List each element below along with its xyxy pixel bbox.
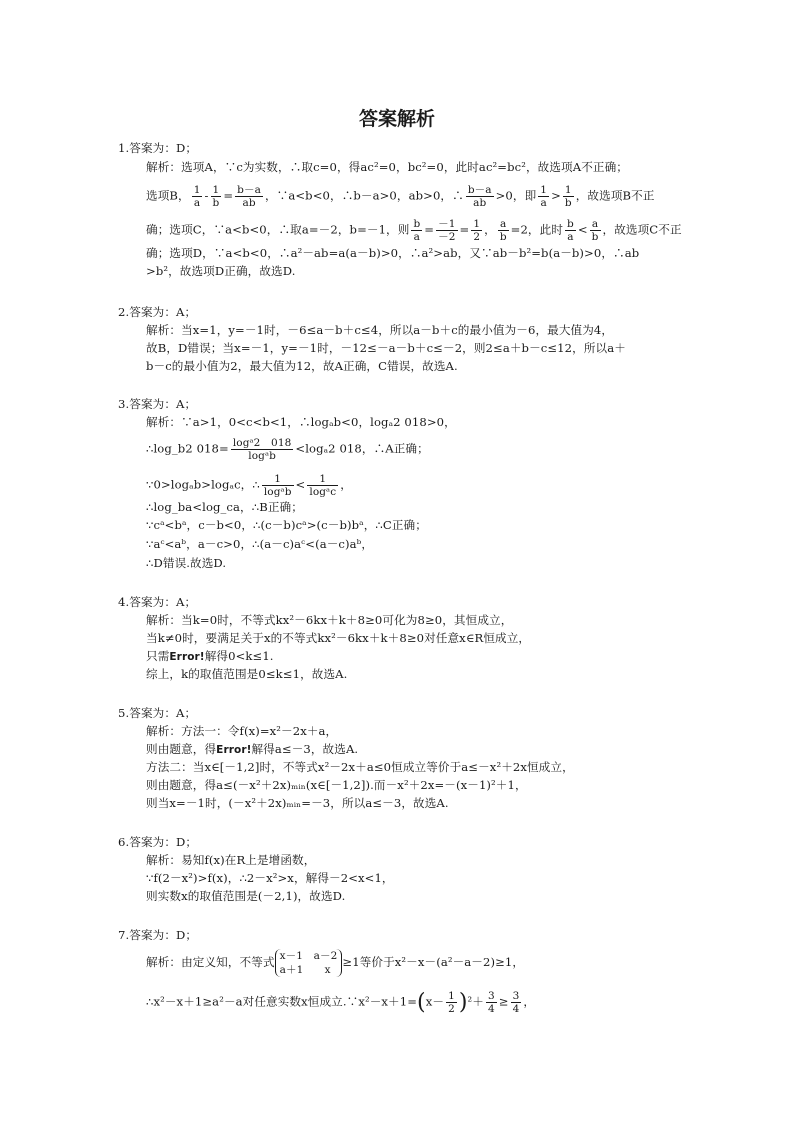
q4-line-4: 综上，k的取值范围是0≤k≤1，故选A. bbox=[146, 667, 348, 681]
q5-line-1: 解析：方法一：令f(x)=x²－2x＋a， bbox=[146, 724, 338, 738]
fraction: $\frac{1}{2}$ bbox=[448, 990, 455, 1015]
q3-line-4: ∴log_ba<log_ca，∴B正确； bbox=[146, 500, 303, 514]
q4-answer: 4.答案为：A； bbox=[118, 595, 197, 609]
q1-line-2: 选项B， $\frac{1}{a}$ - $\frac{1}{b}$ = $\frac{b-a}{ab}$ ，∵a<b<0，∴b－a>0，ab>0，∴ $\frac{b-a}{ab}$ >0，即 $\frac{1}{a}$ > $\frac{1}{b}$ ，故选项B不正 bbox=[146, 184, 655, 209]
q6-line-1: 解析：易知f(x)在R上是增函数， bbox=[146, 853, 316, 867]
fraction: $\frac{-1}{-2}$ bbox=[438, 218, 456, 243]
fraction: $\frac{3}{4}$ bbox=[487, 990, 495, 1015]
q7-line-1: 解析：由定义知，不等式 x－1 a－2 a＋1 x≥1等价于x²－x－(a²－a－2)≥1， bbox=[146, 950, 525, 976]
q5-line-3: 方法二：当x∈[－1,2]时，不等式x²－2x＋a≤0恒成立等价于a≤－x²＋2x恒成立， bbox=[146, 760, 574, 774]
fraction: $\frac{1}{\text{logᵃc}}$ bbox=[309, 473, 337, 498]
fraction: $\frac{1}{b}$ bbox=[564, 184, 572, 209]
fraction: $\frac{\text{logᵃ2 018}}{\text{logᵃb}}$ bbox=[232, 437, 292, 462]
fraction: $\frac{a}{b}$ bbox=[591, 218, 599, 243]
q3-line-1: 解析：∵a>1，0<c<b<1，∴logₐb<0，logₐ2 018>0， bbox=[146, 415, 456, 429]
fraction: $\frac{b-a}{ab}$ bbox=[467, 184, 492, 209]
page-title: 答案解析 bbox=[358, 108, 435, 130]
q1-line-3: 确；选项C，∵a<b<0，∴取a=－2，b=－1，则 $\frac{b}{a}$ = $\frac{-1}{-2}$ = $\frac{1}{2}$ ， $\frac{a}{b}$ =2，此时 $\frac{b}{a}$ < $\frac{a}{b}$ ，故选项C不正 bbox=[146, 218, 682, 243]
error-marker: Error! bbox=[216, 744, 252, 756]
fraction: $\frac{1}{\text{logᵃb}}$ bbox=[263, 473, 292, 498]
fraction: $\frac{b}{a}$ bbox=[567, 218, 574, 243]
q1-line-5: >b²，故选项D正确，故选D. bbox=[146, 264, 296, 278]
q2-line-3: b－c的最小值为2，最大值为12，故A正确，C错误，故选A. bbox=[146, 359, 458, 373]
fraction: $\frac{b}{a}$ bbox=[413, 218, 421, 243]
q1-answer: 1.答案为：D； bbox=[118, 141, 198, 155]
q2-line-1: 解析：当x=1，y=－1时，－6≤a－b＋c≤4，所以a－b＋c的最小值为－6，最大值为4， bbox=[146, 323, 614, 337]
q5-line-4: 则由题意，得a≤(－x²＋2x)ₘᵢₙ(x∈[－1,2]).而－x²＋2x=－(x－1)²＋1， bbox=[146, 778, 527, 792]
q3-line-7: ∴D错误.故选D. bbox=[146, 556, 227, 570]
fraction: $\frac{3}{4}$ bbox=[512, 990, 520, 1015]
q1-line-4: 确；选项D，∵a<b<0，∴a²－ab=a(a－b)>0，∴a²>ab，又∵ab－b²=b(a－b)>0，∴ab bbox=[146, 246, 640, 260]
q4-line-1: 解析：当k=0时，不等式kx²－6kx＋k＋8≥0可化为8≥0，其恒成立， bbox=[146, 613, 513, 627]
fraction: $\frac{a}{b}$ bbox=[499, 218, 507, 243]
q3-line-5: ∵cᵃ<bᵃ，c－b<0，∴(c－b)cᵃ>(c－b)bᵃ，∴C正确； bbox=[146, 518, 427, 532]
q5-answer: 5.答案为：A； bbox=[118, 706, 197, 720]
q3-line-3: ∵0>logₐb>logₐc，∴ $\frac{1}{\text{logᵃb}}$ < $\frac{1}{\text{logᵃc}}$ ， bbox=[146, 473, 352, 498]
q1-line-1: 解析：选项A，∵c为实数，∴取c=0，得ac²=0，bc²=0，此时ac²=bc²，故选项A不正确； bbox=[146, 160, 628, 174]
q7-line-2: ∴x²－x＋1≥a²－a对任意实数x恒成立.∵x²－x＋1=(x－ $\frac{1}{2}$ )²＋ $\frac{3}{4}$ ≥ $\frac{3}{4}$ ， bbox=[146, 989, 536, 1015]
fraction: $\frac{1}{b}$ bbox=[212, 184, 220, 209]
q7-answer: 7.答案为：D； bbox=[118, 928, 198, 942]
fraction: $\frac{b-a}{ab}$ bbox=[237, 184, 261, 209]
q5-line-2: 则由题意，得Error!解得a≤－3，故选A. bbox=[146, 742, 359, 756]
q2-line-2: 故B，D错误；当x=－1，y=－1时，－12≤－a－b＋c≤－2，则2≤a＋b－c≤12，所以a＋ bbox=[146, 341, 626, 355]
q4-line-2: 当k≠0时，要满足关于x的不等式kx²－6kx＋k＋8≥0对任意x∈R恒成立， bbox=[146, 631, 531, 645]
q4-line-3: 只需Error!解得0<k≤1. bbox=[146, 649, 274, 663]
error-marker: Error! bbox=[169, 651, 205, 663]
q6-line-2: ∵f(2－x²)>f(x)，∴2－x²>x，解得－2<x<1， bbox=[146, 871, 394, 885]
fraction: $\frac{1}{a}$ bbox=[193, 184, 201, 209]
fraction: $\frac{1}{2}$ bbox=[473, 218, 481, 243]
q3-answer: 3.答案为：A； bbox=[118, 397, 197, 411]
q6-answer: 6.答案为：D； bbox=[118, 835, 198, 849]
q5-line-5: 则当x=－1时，(－x²＋2x)ₘᵢₙ=－3，所以a≤－3，故选A. bbox=[146, 796, 449, 810]
fraction: $\frac{1}{a}$ bbox=[540, 184, 548, 209]
q3-line-6: ∵aᶜ<aᵇ，a－c>0，∴(a－c)aᶜ<(a－c)aᵇ， bbox=[146, 537, 374, 551]
q6-line-3: 则实数x的取值范围是(－2,1)，故选D. bbox=[146, 889, 346, 903]
determinant-matrix: x－1 a－2 a＋1 x bbox=[275, 949, 343, 977]
q2-answer: 2.答案为：A； bbox=[118, 305, 197, 319]
q3-line-2: ∴log_b2 018= $\frac{\text{logᵃ2 018}}{\text{logᵃb}}$ <logₐ2 018，∴A正确； bbox=[146, 437, 429, 462]
